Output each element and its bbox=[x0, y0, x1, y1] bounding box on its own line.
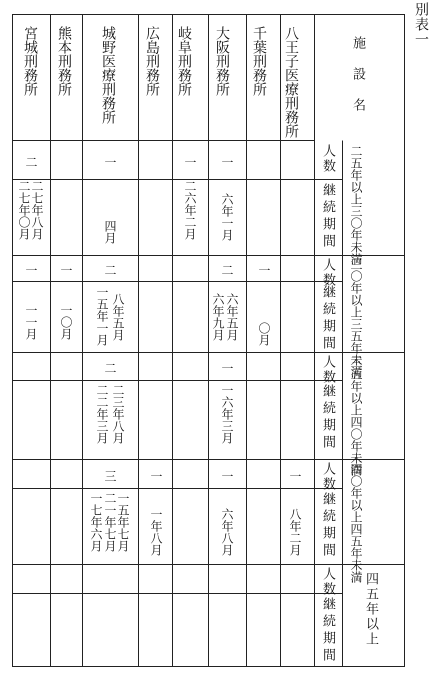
cell-count: 一 bbox=[59, 264, 73, 276]
cell-count: 二 bbox=[220, 264, 234, 276]
cell-period: 二二年三月 bbox=[95, 384, 109, 444]
facility-miyagi: 宮城刑務所 bbox=[22, 26, 38, 96]
cell-period: 六年五月 bbox=[225, 293, 239, 341]
cell-period: 八年二月 bbox=[288, 508, 302, 556]
cell-period: 二一年七月 bbox=[103, 492, 117, 552]
cell-period: 六年一月 bbox=[220, 193, 234, 241]
row-label-period: 継続期間 bbox=[320, 492, 335, 560]
cell-count: 二 bbox=[103, 264, 117, 276]
category-label: 四〇年以上四五年未満 bbox=[349, 463, 363, 583]
row-label-period: 継続期間 bbox=[320, 597, 335, 665]
row-label-period: 継続期間 bbox=[320, 285, 335, 353]
cell-count: 二 bbox=[24, 156, 38, 168]
row-label-count: 人数 bbox=[320, 258, 335, 288]
cell-period: 一年八月 bbox=[149, 508, 163, 556]
sheet-label: 別表一 bbox=[413, 2, 429, 47]
cell-period: 四月 bbox=[103, 220, 117, 244]
cell-period: 二六年二月 bbox=[183, 180, 197, 240]
cell-count: 一 bbox=[149, 470, 163, 482]
row-label-period: 継続期間 bbox=[320, 183, 335, 251]
cell-period: 六年八月 bbox=[220, 508, 234, 556]
category-label: 二五年以上三〇年未満 bbox=[349, 145, 363, 265]
cell-period: 八年五月 bbox=[111, 293, 125, 341]
cell-period: 〇月 bbox=[257, 322, 271, 346]
cell-count: 一 bbox=[288, 470, 302, 482]
facility-gifu: 岐阜刑務所 bbox=[176, 26, 192, 96]
facility-kumamoto: 熊本刑務所 bbox=[56, 26, 72, 96]
category-label: 四五年以上 bbox=[363, 572, 378, 647]
cell-period: 一五年七月 bbox=[116, 492, 130, 552]
row-label-count: 人数 bbox=[320, 144, 335, 174]
row-label-count: 人数 bbox=[320, 567, 335, 597]
facility-osaka: 大阪刑務所 bbox=[214, 26, 230, 96]
cell-period: 一七年六月 bbox=[89, 492, 103, 552]
cell-count: 一 bbox=[24, 264, 38, 276]
category-label: 三〇年以上三五年未満 bbox=[349, 258, 363, 378]
cell-count: 一 bbox=[103, 156, 117, 168]
facility-chiba: 千葉刑務所 bbox=[251, 26, 267, 96]
cell-period: 六年九月 bbox=[211, 293, 225, 341]
facility-hachioji: 八王子医療刑務所 bbox=[283, 26, 299, 138]
row-label-period: 継続期間 bbox=[320, 384, 335, 452]
cell-count: 一 bbox=[220, 362, 234, 374]
cell-count: 三 bbox=[103, 470, 117, 482]
row-label-count: 人数 bbox=[320, 462, 335, 492]
row-label-count: 人数 bbox=[320, 355, 335, 385]
facility-jono: 城野医療刑務所 bbox=[100, 26, 116, 124]
cell-count: 一 bbox=[220, 470, 234, 482]
cell-period: 一六年三月 bbox=[220, 384, 234, 444]
cell-count: 一 bbox=[183, 156, 197, 168]
cell-count: 二 bbox=[103, 362, 117, 374]
header-corner-label: 施設名 bbox=[350, 36, 365, 129]
cell-period: 一五年一月 bbox=[95, 286, 109, 346]
cell-count: 一 bbox=[257, 264, 271, 276]
category-label: 三五年以上四〇年未満 bbox=[349, 356, 363, 476]
cell-period: 二七年八月 bbox=[30, 180, 44, 240]
cell-period: 一一月 bbox=[24, 304, 38, 340]
facility-hiroshima: 広島刑務所 bbox=[144, 26, 160, 96]
cell-period: 二七年〇月 bbox=[17, 180, 31, 240]
cell-period: 二三年八月 bbox=[111, 384, 125, 444]
cell-period: 一〇月 bbox=[59, 304, 73, 340]
cell-count: 一 bbox=[220, 156, 234, 168]
